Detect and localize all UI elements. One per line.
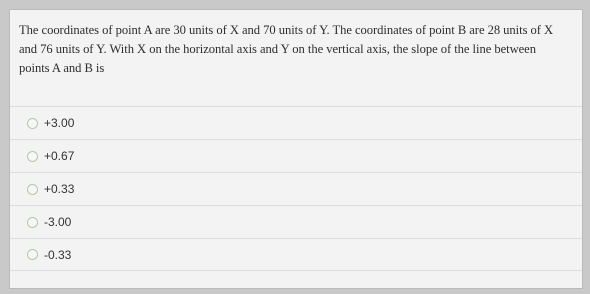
question-line-2: and 76 units of Y. With X on the horizontal axis and Y on the vertical axis, the slope of the line between [19, 42, 536, 56]
answer-option-5[interactable] [10, 238, 582, 271]
radio-button-icon[interactable] [27, 249, 38, 260]
radio-button-icon[interactable] [27, 151, 38, 162]
answer-options [10, 106, 582, 271]
answer-option-4[interactable] [10, 205, 582, 238]
answer-option-label: +0.33 [44, 182, 75, 196]
radio-button-icon[interactable] [27, 118, 38, 129]
answer-option-1[interactable] [10, 106, 582, 139]
question-text [19, 21, 579, 78]
answer-option-label: -3.00 [44, 215, 72, 229]
question-card [9, 9, 583, 289]
answer-option-label: -0.33 [44, 247, 72, 262]
answer-option-label: +0.67 [44, 149, 75, 163]
answer-option-label: +3.00 [44, 116, 75, 130]
question-line-3: points A and B is [19, 61, 105, 75]
answer-option-2[interactable] [10, 139, 582, 172]
answer-option-3[interactable] [10, 172, 582, 205]
radio-button-icon[interactable] [27, 217, 38, 228]
question-line-1: The coordinates of point A are 30 units of X and 70 units of Y. The coordinates of point B are 28 units of X [19, 23, 554, 37]
radio-button-icon[interactable] [27, 184, 38, 195]
